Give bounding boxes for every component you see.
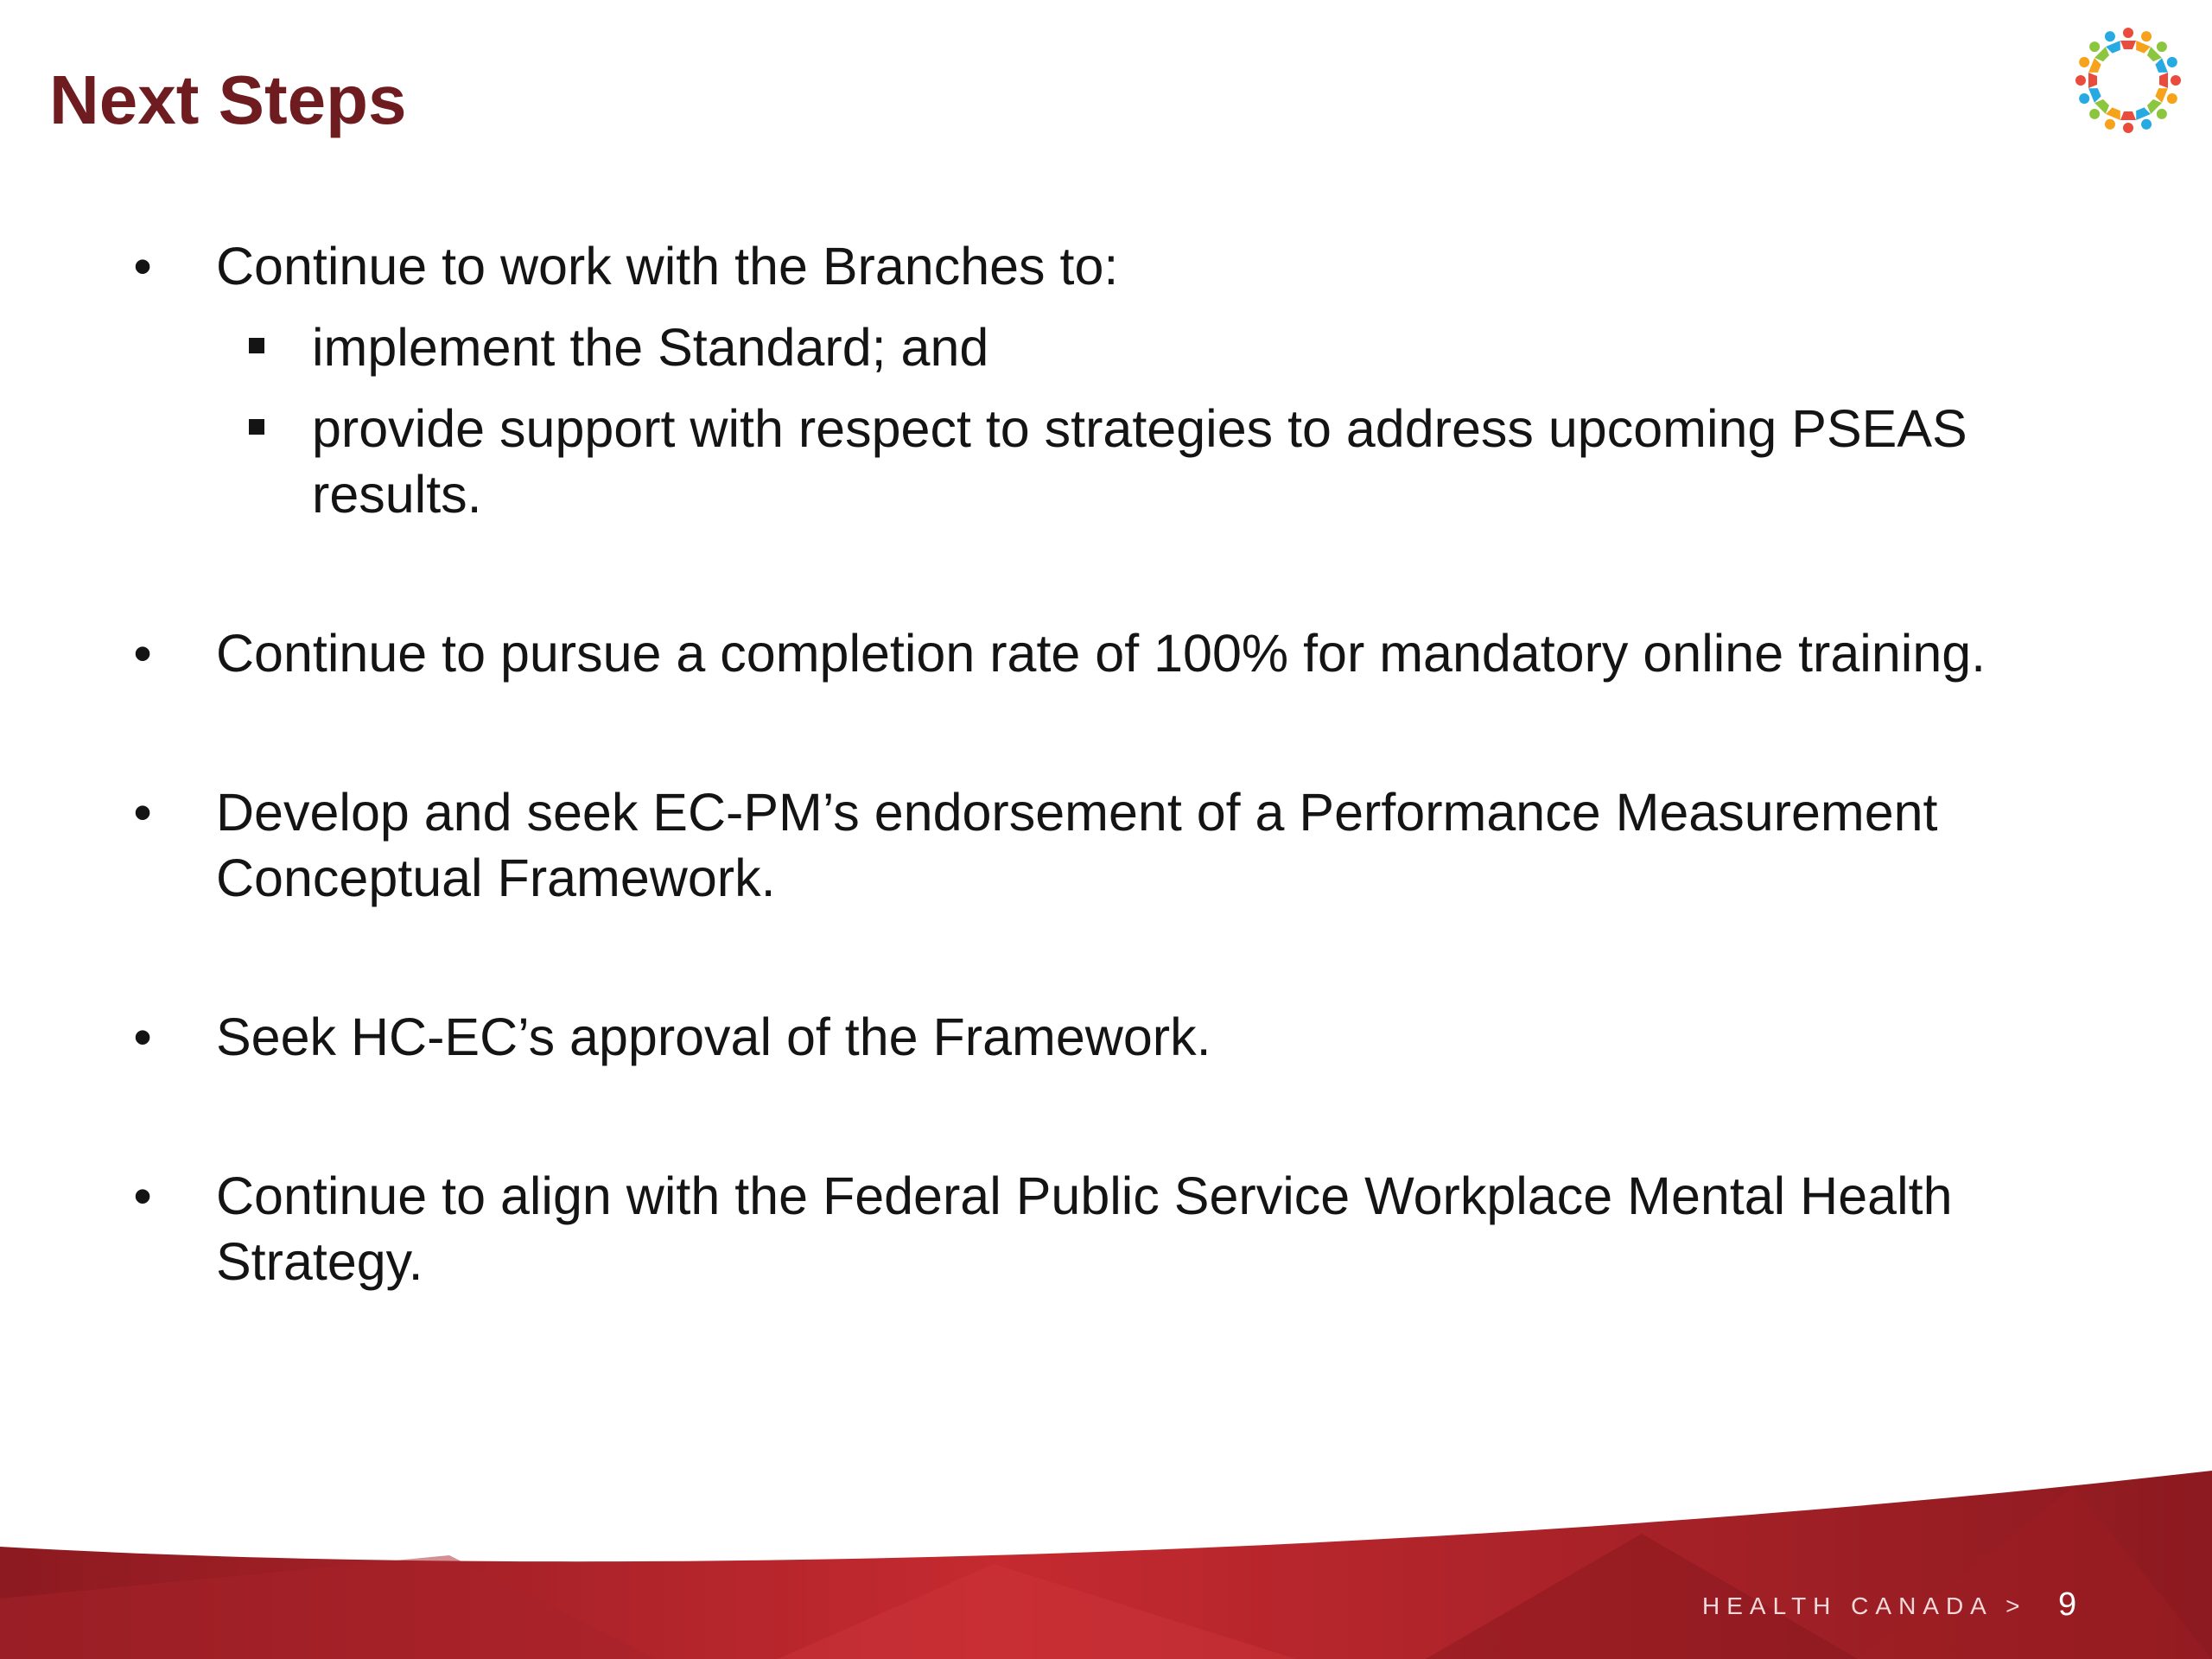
people-circle-logo-icon bbox=[2063, 16, 2193, 145]
footer-band bbox=[0, 1452, 2212, 1659]
bullet-list bbox=[130, 233, 2117, 1294]
bullet-text: Develop and seek EC-PM’s endorsement of a Performance Measurement Conceptual Framework. bbox=[216, 783, 1938, 907]
bullet-marker: • bbox=[133, 237, 152, 296]
sub-bullet-list bbox=[216, 315, 2117, 527]
footer-org-label: HEALTH CANADA > bbox=[1702, 1592, 2027, 1619]
bullet-item bbox=[130, 233, 2117, 527]
slide-title: Next Steps bbox=[49, 61, 407, 138]
bullet-marker: • bbox=[133, 624, 152, 683]
square-bullet-marker bbox=[249, 419, 264, 435]
page-number: 9 bbox=[2058, 1586, 2077, 1623]
bullet-text: Seek HC-EC’s approval of the Framework. bbox=[216, 1007, 1211, 1066]
bullet-item bbox=[130, 620, 2117, 686]
bullet-text: Continue to pursue a completion rate of 100% for mandatory online training. bbox=[216, 624, 1986, 683]
sub-bullet-text: implement the Standard; and bbox=[312, 318, 989, 377]
sub-bullet-text: provide support with respect to strategies to address upcoming PSEAS results. bbox=[312, 399, 1967, 524]
bullet-item bbox=[130, 1163, 2117, 1294]
bullet-marker: • bbox=[133, 783, 152, 842]
bullet-text: Continue to work with the Branches to: bbox=[216, 237, 1119, 296]
bullet-marker: • bbox=[133, 1007, 152, 1066]
sub-bullet-item bbox=[216, 396, 2117, 527]
bullet-marker: • bbox=[133, 1166, 152, 1225]
square-bullet-marker bbox=[249, 338, 264, 353]
bullet-item bbox=[130, 779, 2117, 911]
sub-bullet-item bbox=[216, 315, 2117, 380]
bullet-text: Continue to align with the Federal Public Service Workplace Mental Health Strategy. bbox=[216, 1166, 1953, 1291]
bullet-item bbox=[130, 1004, 2117, 1070]
